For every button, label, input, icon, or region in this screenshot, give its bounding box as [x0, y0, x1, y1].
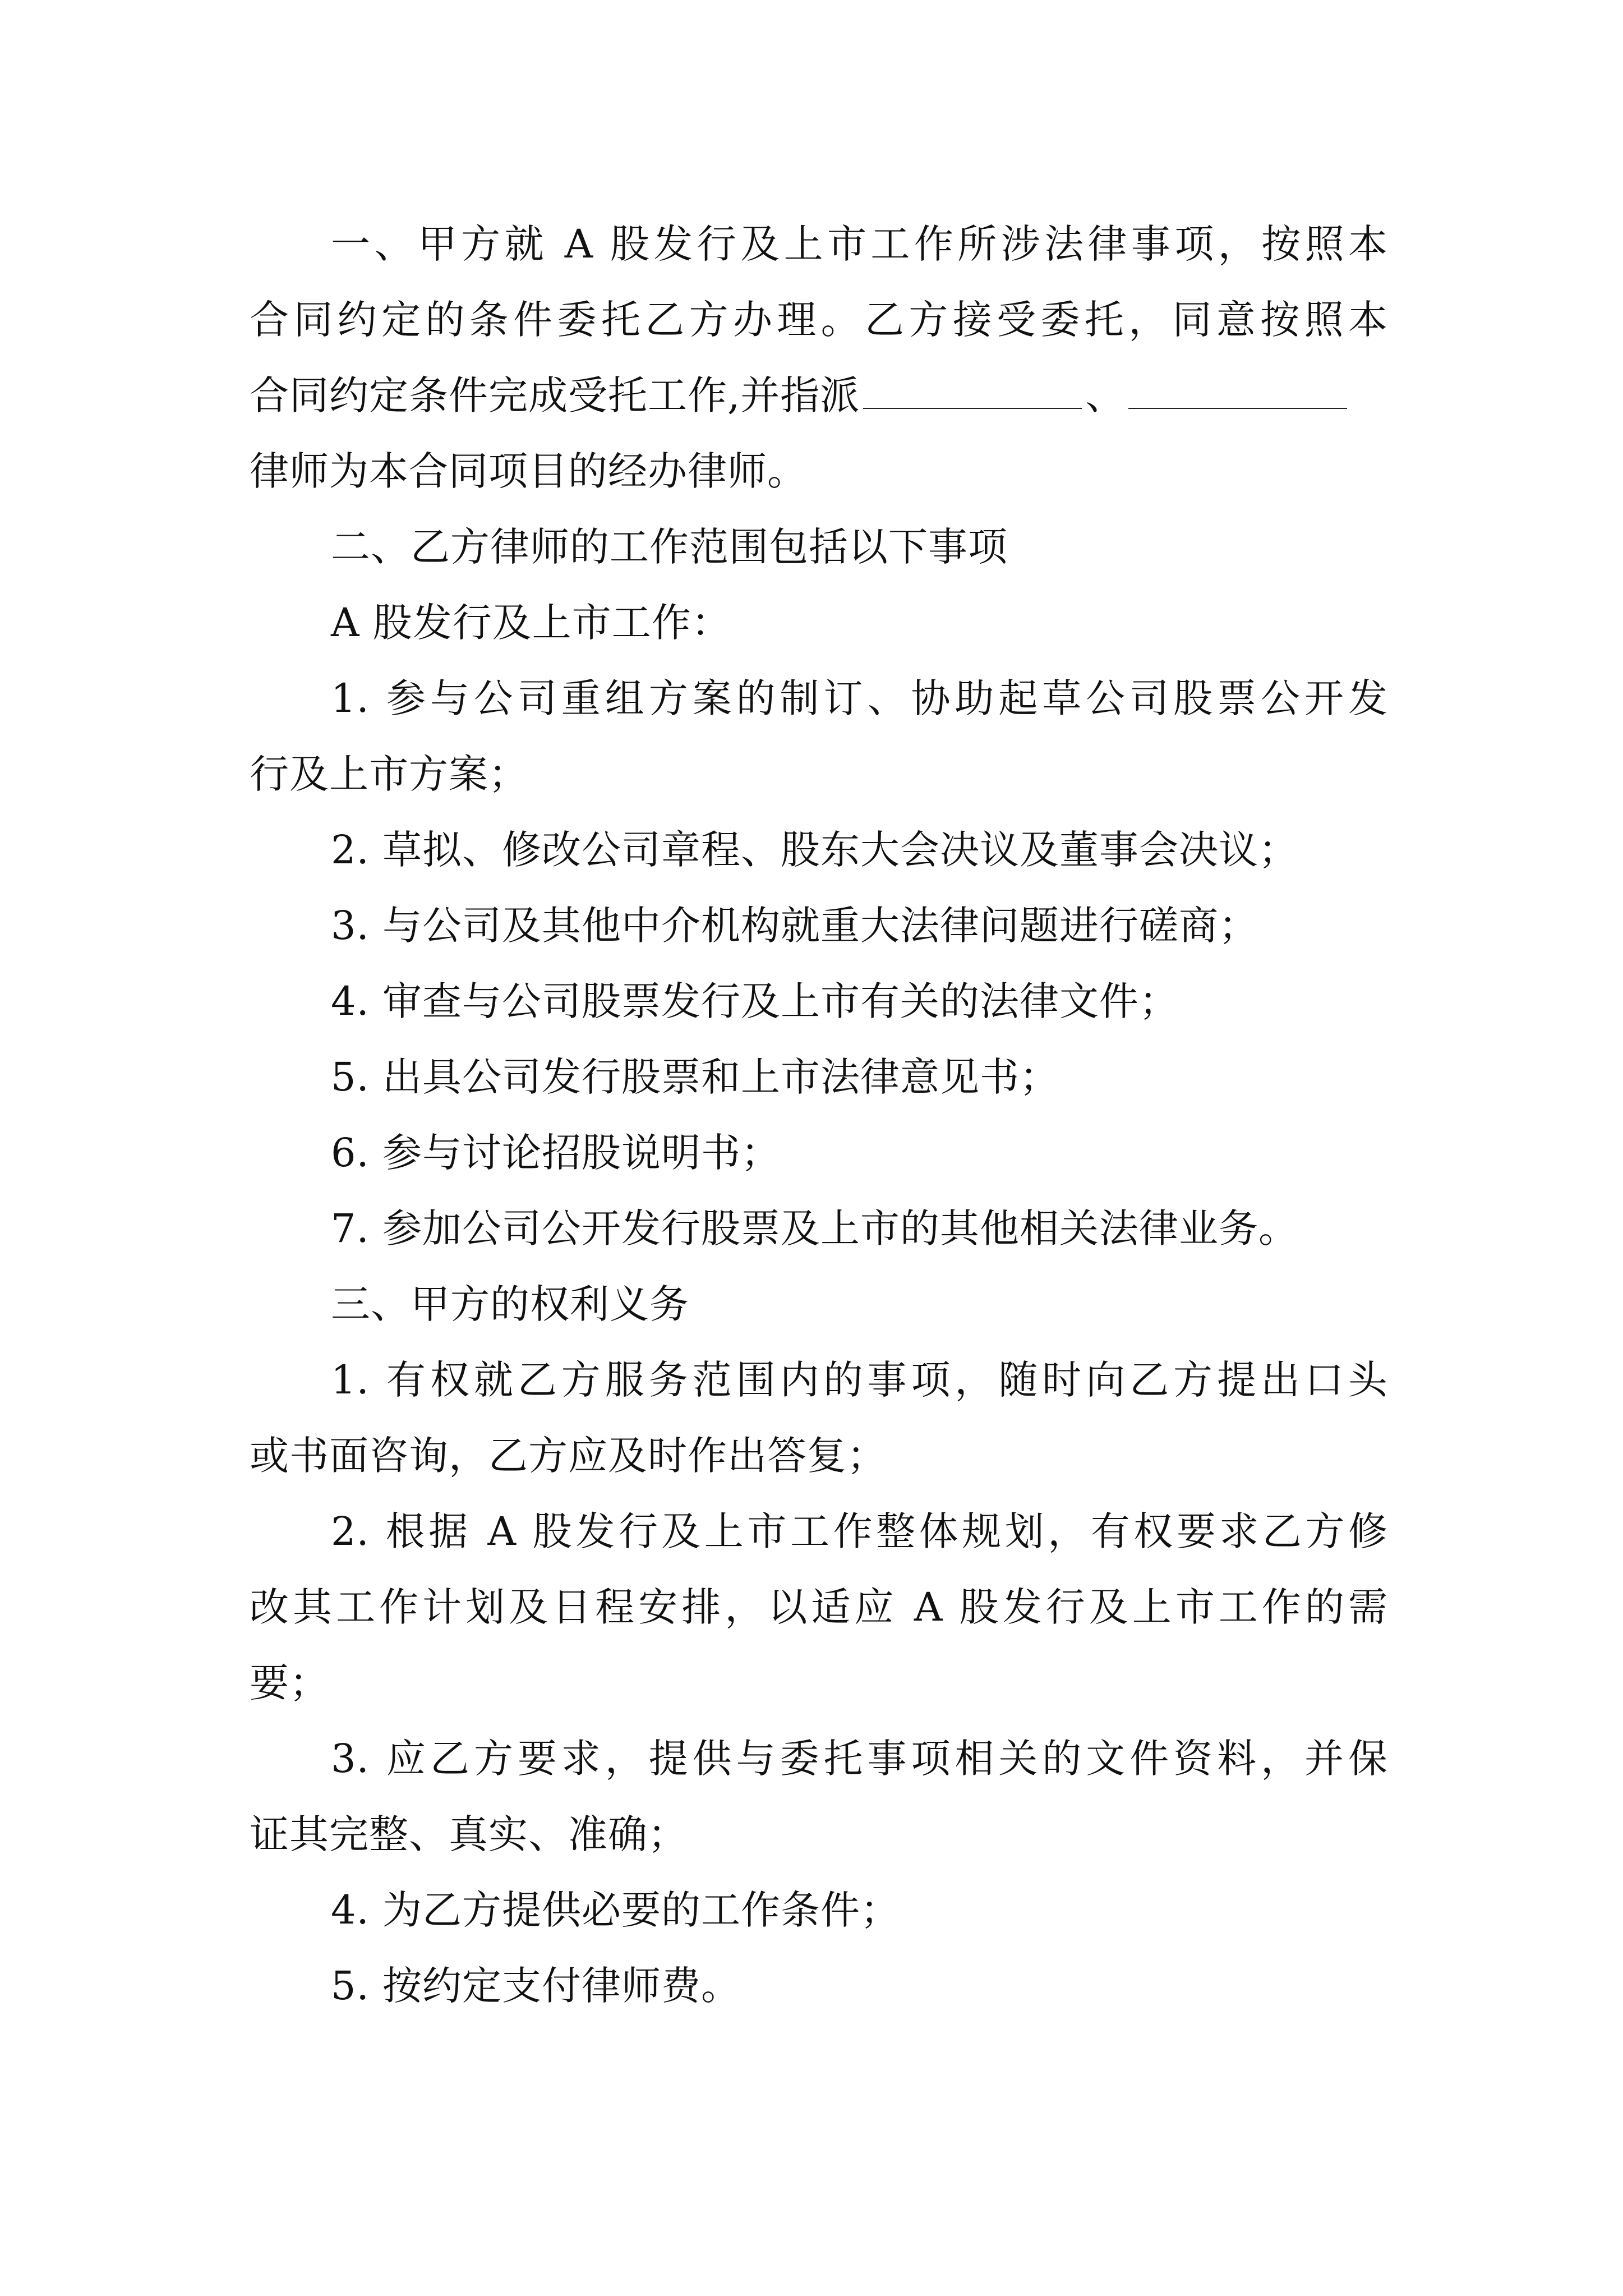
paragraph-1-line-4: 律师为本合同项目的经办律师。: [250, 448, 807, 494]
right-item-3-line-2: 证其完整、真实、准确；: [250, 1811, 688, 1857]
scope-item-4: 4. 审查与公司股票发行及上市有关的法律文件；: [331, 978, 1179, 1024]
paragraph-1-line-3: [250, 356, 1388, 435]
scope-item-2: 2. 草拟、修改公司章程、股东大会决议及董事会决议；: [331, 827, 1299, 873]
right-item-1-line-2: 或书面咨询，乙方应及时作出答复；: [250, 1433, 887, 1479]
a-share-subheading: A 股发行及上市工作：: [331, 600, 731, 646]
section-3-heading: 三、甲方的权利义务: [331, 1281, 689, 1327]
paragraph-1-line-3-text: 合同约定条件完成受托工作,并指派: [250, 372, 860, 418]
right-item-1-line-1: 1. 有权就乙方服务范围内的事项，随时向乙方提出口头: [331, 1357, 1388, 1403]
scope-item-5: 5. 出具公司发行股票和上市法律意见书；: [331, 1054, 1060, 1100]
paragraph-1-line-1: 一、甲方就 A 股发行及上市工作所涉法律事项，按照本: [331, 221, 1388, 267]
paragraph-1-line-2: 合同约定的条件委托乙方办理。乙方接受委托，同意按照本: [250, 297, 1388, 343]
lawyer-name-blank-1: [863, 369, 1082, 409]
right-item-4: 4. 为乙方提供必要的工作条件；: [331, 1887, 901, 1933]
lawyer-name-blank-2: [1128, 369, 1347, 409]
scope-item-3: 3. 与公司及其他中介机构就重大法律问题进行磋商；: [331, 903, 1259, 949]
blank-separator: 、: [1085, 372, 1126, 418]
right-item-5: 5. 按约定支付律师费。: [331, 1963, 741, 2009]
right-item-2-line-3: 要；: [250, 1660, 329, 1706]
scope-item-7: 7. 参加公司公开发行股票及上市的其他相关法律业务。: [331, 1205, 1299, 1251]
section-2-heading: 二、乙方律师的工作范围包括以下事项: [331, 524, 1008, 570]
scope-item-1-line-1: 1. 参与公司重组方案的制订、协助起草公司股票公开发: [331, 675, 1388, 721]
scope-item-6: 6. 参与讨论招股说明书；: [331, 1130, 781, 1176]
right-item-3-line-1: 3. 应乙方要求，提供与委托事项相关的文件资料，并保: [331, 1736, 1388, 1782]
right-item-2-line-2: 改其工作计划及日程安排，以适应 A 股发行及上市工作的需: [250, 1584, 1388, 1630]
scope-item-1-line-2: 行及上市方案；: [250, 751, 528, 797]
right-item-2-line-1: 2. 根据 A 股发行及上市工作整体规划，有权要求乙方修: [331, 1508, 1388, 1554]
